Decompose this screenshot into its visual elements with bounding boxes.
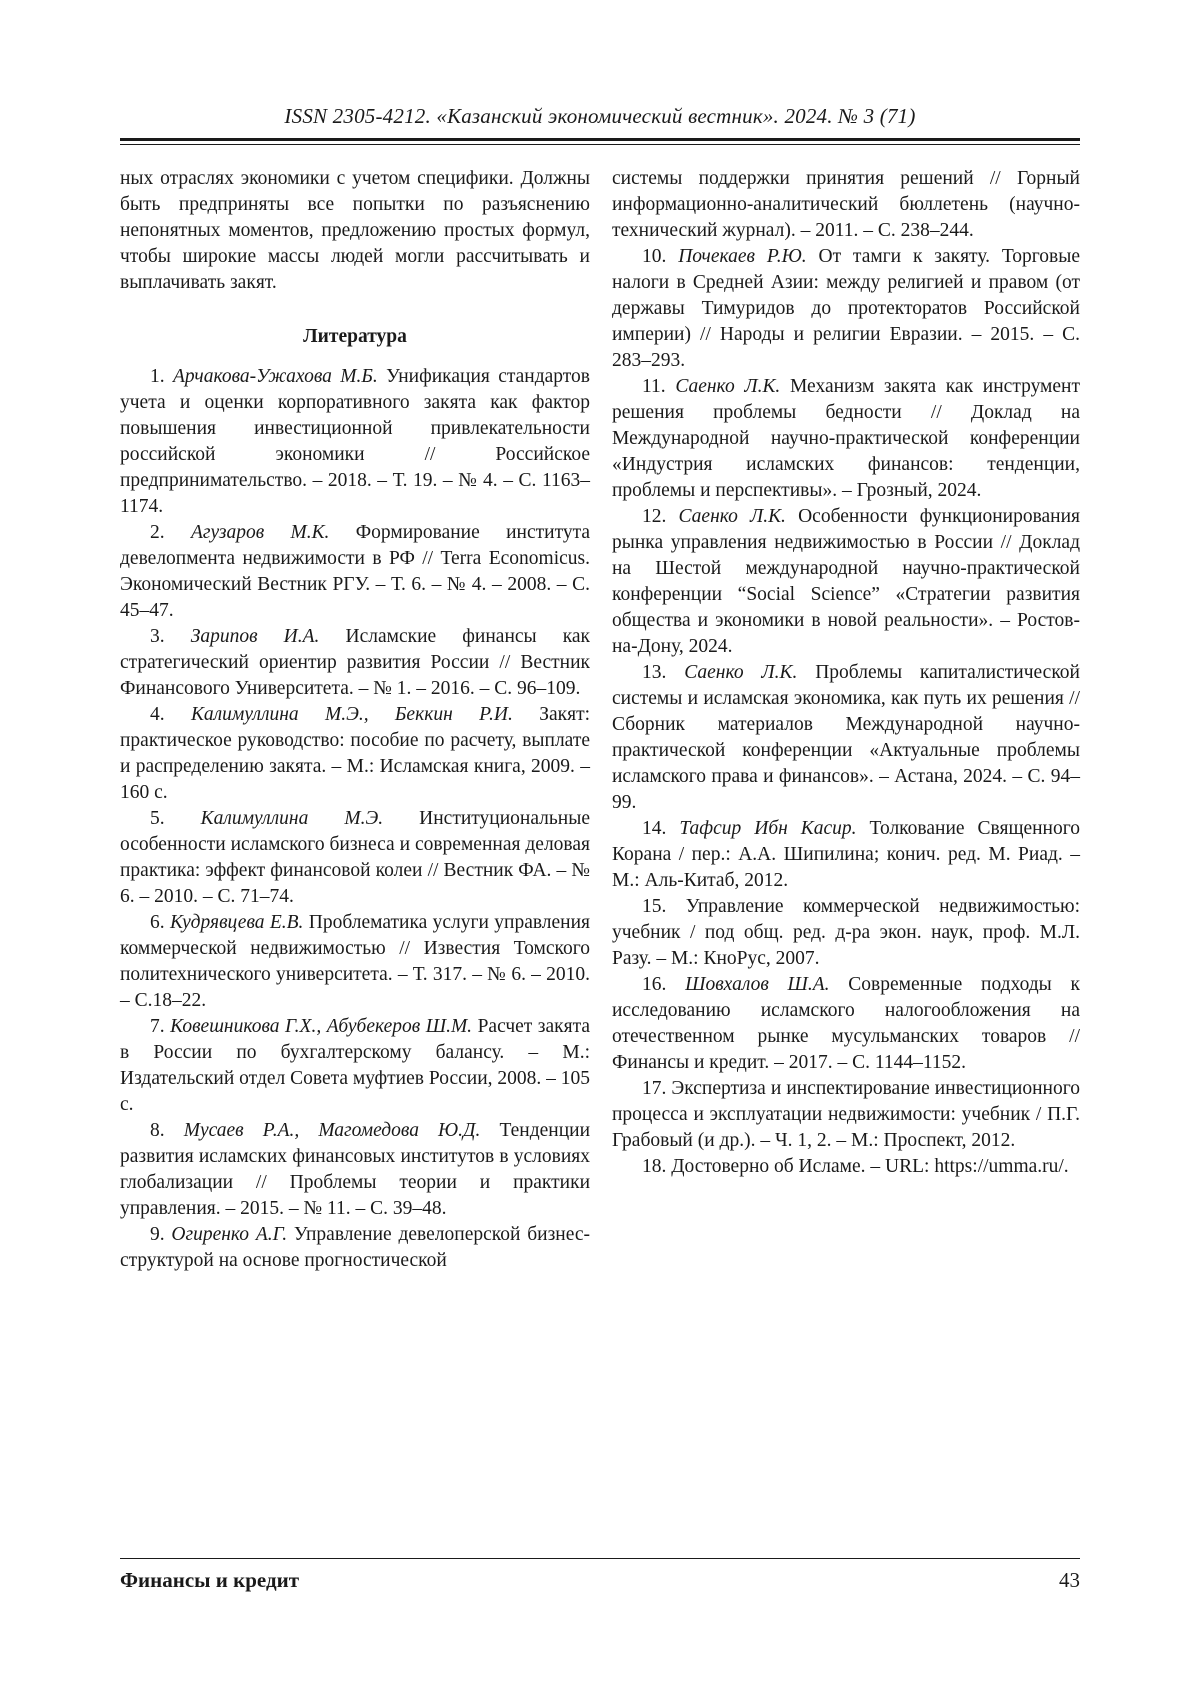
reference-text: Тенденции развития исламских финансовых институтов в условиях глобализации // Проблемы теории и практики управления. – 2015. – № 11. – С. 39–48.	[120, 1120, 591, 1219]
left-column	[120, 166, 590, 1274]
reference-number: 9.	[150, 1224, 165, 1245]
reference-number: 12.	[642, 506, 667, 527]
reference-number: 11.	[642, 376, 666, 397]
reference-author: Калимуллина М.Э., Беккин Р.И.	[190, 704, 513, 725]
reference-author: Кудрявцева Е.В.	[169, 912, 304, 933]
reference-author: Саенко Л.К.	[675, 376, 781, 397]
reference-number: 8.	[150, 1120, 165, 1141]
reference-text: Унификация стандартов учета и оценки корпоративного закята как фактор повышения инвестиционной привлекательности российской экономики // Российское предпринимательство. – 2018. – Т. 19. – № 4. – С. 1163–1174.	[120, 366, 590, 517]
reference-author: Огиренко А.Г.	[171, 1224, 288, 1245]
reference-text: Исламские финансы как стратегический ориентир развития России // Вестник Финансового Университета. – № 1. – 2016. – С. 96–109.	[120, 626, 591, 699]
reference-text: Достоверно об Исламе. – URL: https://umma.ru/.	[671, 1156, 1069, 1177]
reference-number: 5.	[150, 808, 165, 829]
reference-number: 6.	[150, 912, 165, 933]
footer-rule	[120, 1558, 1080, 1559]
intro-paragraph: ных отраслях экономики с учетом специфики. Должны быть предприняты все попытки по разъяснению непонятных моментов, предложению простых формул, чтобы широкие массы людей могли рассчитывать и выплачивать закят.	[120, 168, 590, 293]
reference-number: 1.	[150, 366, 165, 387]
reference-text: Управление коммерческой недвижимостью: учебник / под общ. ред. д-ра экон. наук, проф. М.Л. Разу. – М.: КноРус, 2007.	[612, 896, 1081, 969]
reference-item	[612, 972, 1080, 1076]
reference-text: Расчет закята в России по бухгалтерскому балансу. – М.: Издательский отдел Совета муфтиев России, 2008. – 105 с.	[120, 1016, 591, 1115]
reference-text: Современные подходы к исследованию исламского налогообложения на отечественном рынке мусульманских товаров // Финансы и кредит. – 2017. – С. 1144–1152.	[612, 974, 1081, 1073]
reference-text: Управление девелоперской бизнес-структурой на основе прогностической	[120, 1224, 591, 1271]
reference-number: 13.	[642, 662, 667, 683]
reference-item	[120, 1118, 590, 1222]
reference-text: Особенности функционирования рынка управления недвижимостью в России // Доклад на Шестой международной научно-практической конференции “Social Science” «Стратегии развития общества и экономики в новой реальности». – Ростов-на-Дону, 2024.	[612, 506, 1081, 657]
reference-number: 14.	[642, 818, 667, 839]
left-reference-list	[120, 364, 590, 1274]
header-rule-thick	[120, 138, 1080, 141]
reference-item	[120, 702, 590, 806]
reference-text: Институциональные особенности исламского бизнеса и современная деловая практика: эффект финансовой колеи // Вестник ФА. – № 6. – 2010. – С. 71–74.	[120, 808, 590, 907]
reference-author: Зарипов И.А.	[190, 626, 320, 647]
reference-author: Почекаев Р.Ю.	[678, 246, 807, 267]
reference-number: 4.	[150, 704, 165, 725]
reference-author: Ковешникова Г.Х., Абубекеров Ш.М.	[170, 1016, 473, 1037]
reference-item	[120, 364, 590, 520]
reference-number: 7.	[150, 1016, 165, 1037]
reference-author: Саенко Л.К.	[684, 662, 798, 683]
reference-text: Формирование института девелопмента недвижимости в РФ // Terra Economicus. Экономический Вестник РГУ. – Т. 6. – № 4. – 2008. – С. 45–47.	[120, 522, 590, 621]
reference-item	[120, 910, 590, 1014]
reference-item	[612, 504, 1080, 660]
reference-item	[612, 660, 1080, 816]
reference-continuation: системы поддержки принятия решений // Горный информационно-аналитический бюллетень (научно-технический журнал). – 2011. – С. 238–244.	[612, 168, 1080, 241]
journal-header: ISSN 2305-4212. «Казанский экономический вестник». 2024. № 3 (71)	[284, 104, 916, 128]
reference-number: 3.	[150, 626, 165, 647]
reference-item	[612, 1076, 1080, 1154]
reference-item	[120, 624, 590, 702]
reference-number: 2.	[150, 522, 165, 543]
reference-text: Экспертиза и инспектирование инвестиционного процесса и эксплуатации недвижимости: учебник / П.Г. Грабовый (и др.). – Ч. 1, 2. – М.: Проспект, 2012.	[612, 1078, 1080, 1151]
reference-item	[612, 894, 1080, 972]
right-reference-list	[612, 244, 1080, 1180]
reference-item	[612, 816, 1080, 894]
reference-number: 10.	[642, 246, 667, 267]
reference-text: Толкование Священного Корана / пер.: А.А. Шипилина; конич. ред. М. Риад. – М.: Аль-Китаб, 2012.	[612, 818, 1080, 891]
reference-text: От тамги к закяту. Торговые налоги в Средней Азии: между религией и правом (от державы Тимуридов до протекторатов Российской империи) // Народы и религии Евразии. – 2015. – С. 283–293.	[612, 246, 1080, 371]
reference-item	[120, 1014, 590, 1118]
reference-item	[120, 806, 590, 910]
reference-number: 16.	[642, 974, 667, 995]
reference-text: Механизм закята как инструмент решения проблемы бедности // Доклад на Международной научно-практической конференции «Индустрия исламских финансов: тенденции, проблемы и перспективы». – Грозный, 2024.	[612, 376, 1081, 501]
header-rule-thin	[120, 144, 1080, 145]
literature-heading: Литература	[303, 326, 407, 347]
reference-text: Проблематика услуги управления коммерческой недвижимостью // Известия Томского политехнического университета. – Т. 317. – № 6. – 2010. – С.18–22.	[120, 912, 591, 1011]
reference-author: Мусаев Р.А., Магомедова Ю.Д.	[183, 1120, 481, 1141]
reference-item	[120, 520, 590, 624]
page-number: 43	[1059, 1568, 1080, 1592]
reference-number: 18.	[642, 1156, 667, 1177]
reference-item	[120, 1222, 590, 1274]
reference-item	[612, 1154, 1080, 1180]
reference-author: Саенко Л.К.	[678, 506, 786, 527]
reference-author: Арчакова-Ужахова М.Б.	[172, 366, 378, 387]
right-column	[612, 166, 1080, 1180]
reference-number: 15.	[642, 896, 667, 917]
reference-item	[612, 244, 1080, 374]
reference-author: Агузаров М.К.	[190, 522, 330, 543]
reference-text: Закят: практическое руководство: пособие по расчету, выплате и распределению закята. – М.: Исламская книга, 2009. – 160 с.	[120, 704, 591, 803]
reference-text: Проблемы капиталистической системы и исламская экономика, как путь их решения // Сборник материалов Международной научно-практической конференции «Актуальные проблемы исламского права и финансов». – Астана, 2024. – С. 94–99.	[612, 662, 1080, 813]
reference-number: 17.	[642, 1078, 667, 1099]
footer-section: Финансы и кредит	[120, 1568, 300, 1592]
reference-author: Калимуллина М.Э.	[200, 808, 384, 829]
reference-author: Шовхалов Ш.А.	[685, 974, 830, 995]
reference-author: Тафсир Ибн Касир.	[679, 818, 857, 839]
reference-item	[612, 374, 1080, 504]
